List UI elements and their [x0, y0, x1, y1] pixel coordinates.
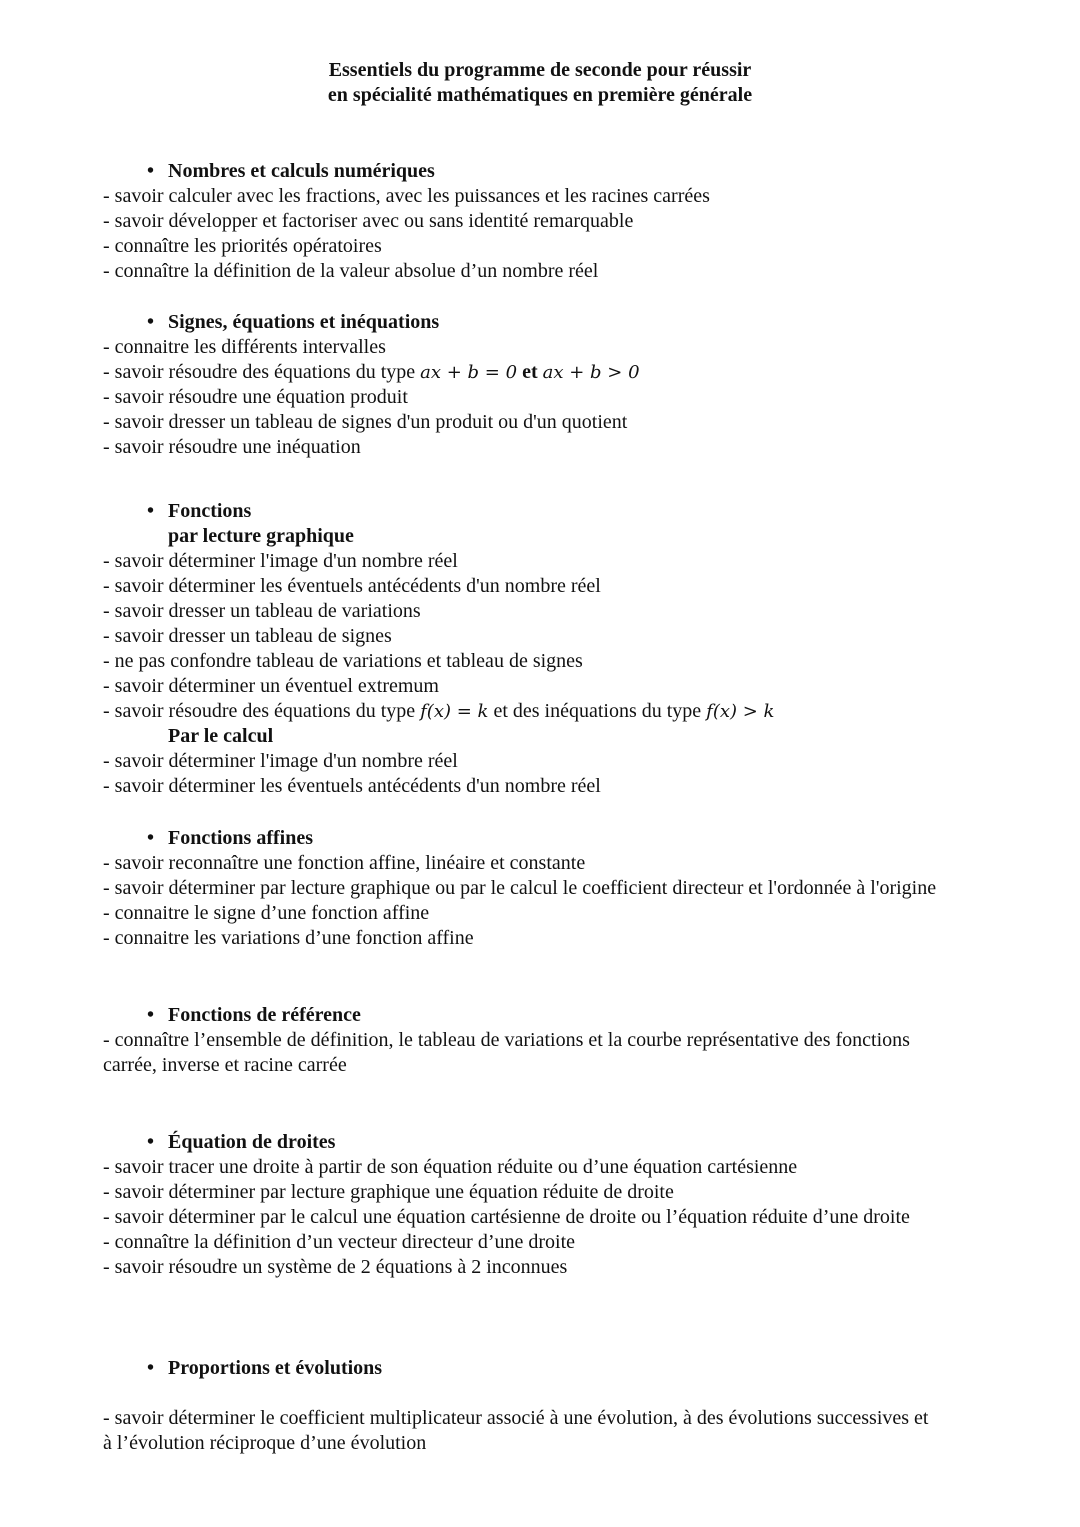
item-text: - savoir dresser un tableau de signes d'un produit ou d'un quotient — [103, 411, 628, 433]
section-heading — [103, 499, 938, 524]
list-item — [103, 901, 938, 926]
section-heading — [103, 1003, 938, 1028]
bullet-icon: • — [147, 1131, 155, 1153]
math-expression: ax + b > 0 — [542, 362, 640, 383]
item-text: - connaître les priorités opératoires — [103, 235, 382, 257]
item-text: - connaitre les variations d’une fonction affine — [103, 927, 474, 949]
list-item — [103, 649, 938, 674]
item-text: - connaitre les différents intervalles — [103, 336, 386, 358]
section-heading-text: Signes, équations et inéquations — [168, 311, 440, 333]
section-heading-text: Fonctions — [168, 500, 252, 522]
item-text: - savoir tracer une droite à partir de son équation réduite ou d’une équation cartésienne — [103, 1156, 798, 1178]
item-text: - savoir déterminer les éventuels antécédents d'un nombre réel — [103, 775, 601, 797]
section — [103, 310, 938, 460]
section — [103, 1003, 938, 1078]
list-item — [103, 1230, 938, 1255]
item-text: - savoir résoudre une équation produit — [103, 386, 408, 408]
item-text: - savoir déterminer un éventuel extremum — [103, 675, 439, 697]
list-item — [103, 674, 938, 699]
math-expression: f(x) = k — [420, 701, 489, 722]
item-text: - savoir déterminer par lecture graphique une équation réduite de droite — [103, 1181, 674, 1203]
item-text: - savoir résoudre des équations du type — [103, 361, 421, 383]
list-item — [103, 1406, 938, 1456]
bullet-icon: • — [147, 827, 155, 849]
list-item — [103, 599, 938, 624]
list-item — [103, 209, 938, 234]
list-item — [103, 851, 938, 876]
item-text: et des inéquations du type — [488, 700, 707, 722]
item-text: - savoir déterminer par le calcul une équation cartésienne de droite ou l’équation réduite d’une droite — [103, 1206, 910, 1228]
list-item — [103, 574, 938, 599]
section — [103, 1356, 938, 1456]
item-text: - savoir déterminer les éventuels antécédents d'un nombre réel — [103, 575, 601, 597]
list-item — [103, 335, 938, 360]
section — [103, 499, 938, 799]
title-line-2: en spécialité mathématiques en première générale — [327, 84, 753, 106]
item-text: - connaître l’ensemble de définition, le tableau de variations et la courbe représentative des fonctions carrée, inverse et racine carrée — [103, 1029, 910, 1076]
section-heading — [103, 1356, 938, 1381]
item-text: - savoir dresser un tableau de signes — [103, 625, 392, 647]
list-item — [103, 624, 938, 649]
item-text: - savoir déterminer l'image d'un nombre réel — [103, 750, 458, 772]
bullet-icon: • — [147, 160, 155, 182]
list-item — [103, 184, 938, 209]
item-text: - connaître la définition de la valeur absolue d’un nombre réel — [103, 260, 599, 282]
bullet-icon: • — [147, 500, 155, 522]
list-item — [103, 259, 938, 284]
math-expression: ax + b = 0 — [420, 362, 518, 383]
item-text: - savoir résoudre un système de 2 équations à 2 inconnues — [103, 1256, 568, 1278]
list-item — [103, 234, 938, 259]
item-text: - savoir reconnaître une fonction affine, linéaire et constante — [103, 852, 586, 874]
list-item — [103, 385, 938, 410]
item-text: - savoir déterminer par lecture graphique ou par le calcul le coefficient directeur et l'ordonnée à l'origine — [103, 877, 937, 899]
section-heading-text: Fonctions affines — [168, 827, 313, 849]
list-item — [103, 1255, 938, 1280]
list-item — [103, 876, 938, 901]
item-text: - savoir calculer avec les fractions, avec les puissances et les racines carrées — [103, 185, 710, 207]
item-text: - savoir déterminer le coefficient multiplicateur associé à une évolution, à des évolutions successives et à l’évolution réciproque d’une évolution — [103, 1407, 929, 1454]
title-line-1: Essentiels du programme de seconde pour réussir — [328, 59, 752, 81]
bullet-icon: • — [147, 1357, 155, 1379]
document-title — [0, 58, 1080, 108]
section-heading-text: Proportions et évolutions — [168, 1357, 383, 1379]
section-heading — [103, 310, 938, 335]
item-text-bold: et — [517, 361, 543, 383]
bullet-icon: • — [147, 1004, 155, 1026]
section-heading — [103, 826, 938, 851]
spacer — [103, 1381, 938, 1406]
item-text: - savoir déterminer l'image d'un nombre réel — [103, 550, 458, 572]
list-item — [103, 1180, 938, 1205]
section-heading — [103, 159, 938, 184]
subheading: Par le calcul — [168, 725, 274, 747]
section-heading-text: Équation de droites — [168, 1131, 336, 1153]
list-item — [103, 549, 938, 574]
list-item — [103, 774, 938, 799]
section-heading-text: Nombres et calculs numériques — [168, 160, 435, 182]
subheading: par lecture graphique — [168, 525, 354, 547]
list-item — [103, 410, 938, 435]
item-text: - connaître la définition d’un vecteur directeur d’une droite — [103, 1231, 576, 1253]
math-expression: f(x) > k — [706, 701, 775, 722]
item-text: - savoir résoudre une inéquation — [103, 436, 361, 458]
list-item — [103, 749, 938, 774]
section-heading-text: Fonctions de référence — [168, 1004, 361, 1026]
section — [103, 1130, 938, 1280]
item-text: - connaitre le signe d’une fonction affine — [103, 902, 430, 924]
item-text: - savoir dresser un tableau de variations — [103, 600, 421, 622]
section — [103, 159, 938, 284]
item-text: - savoir développer et factoriser avec ou sans identité remarquable — [103, 210, 634, 232]
list-item — [103, 926, 938, 951]
section — [103, 826, 938, 951]
list-item — [103, 360, 938, 385]
item-text: - ne pas confondre tableau de variations et tableau de signes — [103, 650, 583, 672]
list-item — [103, 1205, 938, 1230]
list-item — [103, 1155, 938, 1180]
item-text: - savoir résoudre des équations du type — [103, 700, 421, 722]
list-item — [103, 699, 938, 724]
section-heading — [103, 1130, 938, 1155]
list-item — [103, 435, 938, 460]
list-item — [103, 1028, 938, 1078]
bullet-icon: • — [147, 311, 155, 333]
